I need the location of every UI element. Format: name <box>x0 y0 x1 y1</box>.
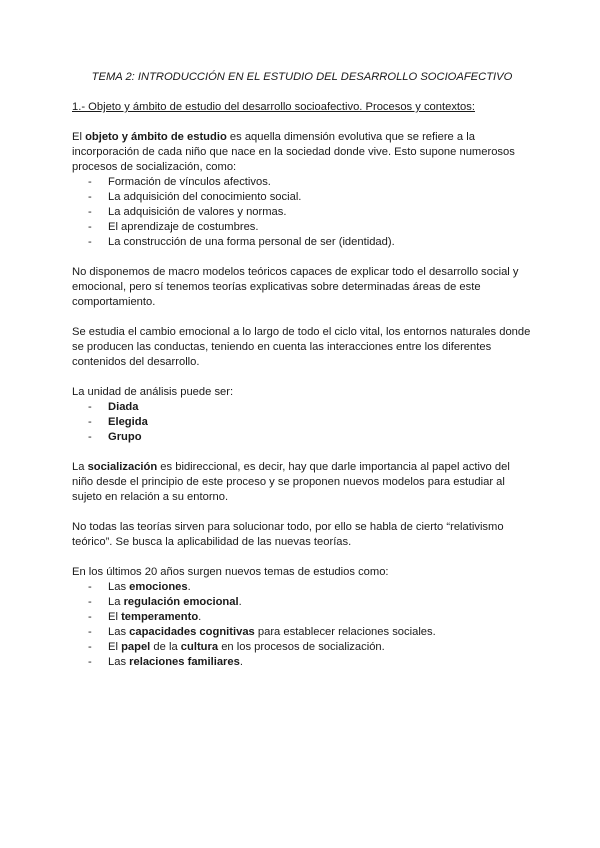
paragraph-socializacion <box>72 460 532 505</box>
list-item: - La adquisición de valores y normas. <box>72 205 532 220</box>
analysis-units-list <box>72 400 532 445</box>
list-item <box>72 655 532 670</box>
text: El <box>72 131 86 143</box>
list-item <box>72 430 532 445</box>
text: es bidireccional, es decir, hay que darle importancia al papel activo del niño desde el principio de este proceso y se proponen nuevos modelos para estudiar al sujeto en relación a su entorno. <box>72 461 510 503</box>
text: . <box>187 581 191 593</box>
text: Las <box>108 656 130 668</box>
socialization-processes-list <box>72 175 532 250</box>
text: El <box>108 641 122 653</box>
list-item <box>72 640 532 655</box>
text: . <box>238 596 242 608</box>
list-item: - La construcción de una forma personal de ser (identidad). <box>72 235 532 250</box>
document-title: TEMA 2: INTRODUCCIÓN EN EL ESTUDIO DEL DESARROLLO SOCIOAFECTIVO <box>91 71 513 83</box>
bold-text: relaciones familiares <box>129 656 240 668</box>
text: para establecer relaciones sociales. <box>254 626 436 638</box>
bold-text: cultura <box>180 641 219 653</box>
list-item: - Formación de vínculos afectivos. <box>72 175 532 190</box>
text: . <box>239 656 243 668</box>
bold-text: regulación emocional <box>123 596 239 608</box>
list-item <box>72 610 532 625</box>
paragraph-modelos: No disponemos de macro modelos teóricos capaces de explicar todo el desarrollo social y emocional, pero sí tenemos teorías explicativas sobre determinadas áreas de este comportamiento. <box>72 266 519 308</box>
list-item <box>72 415 532 430</box>
list-item: - La adquisición del conocimiento social. <box>72 190 532 205</box>
list-item: - El aprendizaje de costumbres. <box>72 220 532 235</box>
text: en los procesos de socialización. <box>218 641 385 653</box>
new-topics-list <box>72 580 532 670</box>
list-item <box>72 595 532 610</box>
bold-text: Diada <box>108 401 139 413</box>
bold-text: capacidades cognitivas <box>129 626 255 638</box>
list-item <box>72 625 532 640</box>
bold-text: papel <box>121 641 151 653</box>
bold-text: emociones <box>129 581 188 593</box>
paragraph-relativismo: No todas las teorías sirven para solucionar todo, por ello se habla de cierto “relativismo teórico”. Se busca la aplicabilidad de las nuevas teorías. <box>72 521 504 548</box>
list-item <box>72 580 532 595</box>
bold-text: Grupo <box>108 431 142 443</box>
text: de la <box>150 641 181 653</box>
paragraph-cambio: Se estudia el cambio emocional a lo largo de todo el ciclo vital, los entornos naturales donde se producen las conductas, teniendo en cuenta las interacciones entre los diferentes contenidos del desarrollo. <box>72 326 531 368</box>
text: Las <box>108 626 130 638</box>
text: El <box>108 611 122 623</box>
text: es aquella dimensión evolutiva que se refiere a la incorporación de cada niño que nace en la sociedad donde vive. Esto supone numerosos procesos de socialización, como: <box>72 131 515 173</box>
paragraph-unidad: La unidad de análisis puede ser: <box>72 386 234 398</box>
text: La <box>108 596 124 608</box>
bold-text: temperamento <box>121 611 199 623</box>
text: Las <box>108 581 130 593</box>
bold-text: socialización <box>87 461 158 473</box>
bold-text: objeto y ámbito de estudio <box>85 131 227 143</box>
list-item <box>72 400 532 415</box>
section-heading: 1.- Objeto y ámbito de estudio del desarrollo socioafectivo. Procesos y contextos: <box>72 101 475 113</box>
paragraph-nuevos-temas: En los últimos 20 años surgen nuevos temas de estudios como: <box>72 566 389 578</box>
text: La <box>72 461 88 473</box>
bold-text: Elegida <box>108 416 148 428</box>
document-page <box>72 70 532 685</box>
text: . <box>198 611 202 623</box>
paragraph-objeto <box>72 130 532 175</box>
